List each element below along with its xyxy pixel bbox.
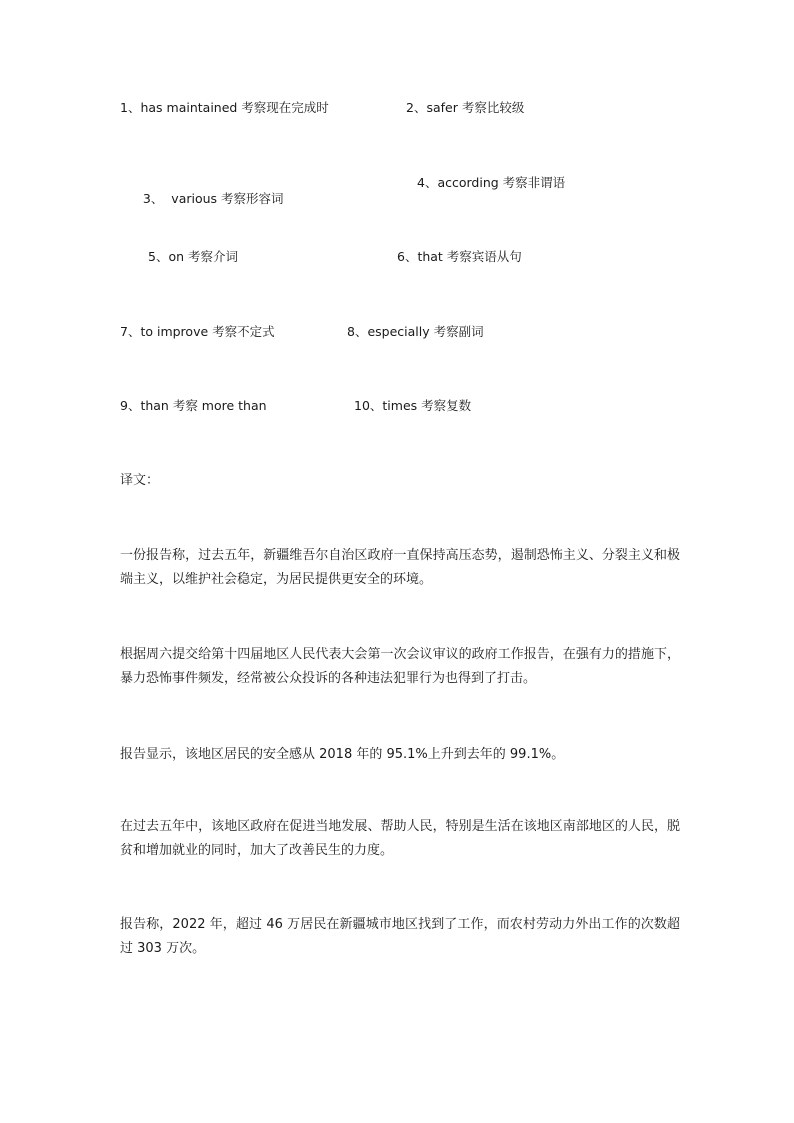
- translation-heading: 译文：: [120, 473, 160, 488]
- answer-item-2: [406, 100, 524, 116]
- answer-item-4: [417, 175, 565, 191]
- answer-number: 2、: [406, 100, 427, 115]
- answer-text: especially 考察副词: [367, 324, 484, 339]
- answer-number: 5、: [148, 249, 169, 264]
- answer-number: 3、: [142, 191, 164, 206]
- answer-text: times 考察复数: [382, 398, 472, 413]
- answer-item-6: [397, 249, 522, 265]
- answer-number: 4、: [417, 175, 438, 190]
- answer-item-7: [120, 324, 275, 340]
- answer-text: that 考察宾语从句: [417, 249, 522, 264]
- answer-text: safer 考察比较级: [426, 100, 525, 115]
- answer-text: according 考察非谓语: [437, 175, 566, 190]
- answer-number: 10、: [354, 398, 383, 413]
- answer-text: to improve 考察不定式: [140, 324, 275, 339]
- answer-text: various 考察形容词: [163, 191, 284, 206]
- answer-number: 1、: [120, 100, 141, 115]
- answer-number: 9、: [120, 398, 141, 413]
- translation-paragraph-3: 报告显示，该地区居民的安全感从 2018 年的 95.1%上升到去年的 99.1%。: [120, 747, 565, 762]
- answer-item-3: [127, 175, 284, 223]
- answer-item-9: [120, 398, 267, 414]
- answer-number: 7、: [120, 324, 141, 339]
- translation-paragraph-2: 根据周六提交给第十四届地区人民代表大会第一次会议审议的政府工作报告，在强有力的措施下，暴力恐怖事件频发，经常被公众投诉的各种违法犯罪行为也得到了打击。: [120, 647, 680, 686]
- answer-text: has maintained 考察现在完成时: [140, 100, 329, 115]
- answer-number: 8、: [347, 324, 368, 339]
- answer-text: on 考察介词: [168, 249, 238, 264]
- translation-paragraph-4: 在过去五年中，该地区政府在促进当地发展、帮助人民，特别是生活在该地区南部地区的人民，脱贫和增加就业的同时，加大了改善民生的力度。: [120, 819, 680, 858]
- answer-item-10: [354, 398, 471, 414]
- answer-text: than 考察 more than: [140, 398, 267, 413]
- answer-item-8: [347, 324, 484, 340]
- answer-item-1: [120, 100, 329, 116]
- translation-paragraph-1: 一份报告称，过去五年，新疆维吾尔自治区政府一直保持高压态势，遏制恐怖主义、分裂主义和极端主义，以维护社会稳定，为居民提供更安全的环境。: [120, 548, 680, 587]
- translation-paragraph-5: 报告称，2022 年，超过 46 万居民在新疆城市地区找到了工作，而农村劳动力外出工作的次数超过 303 万次。: [120, 917, 680, 956]
- answer-item-5: [148, 249, 238, 265]
- answer-number: 6、: [397, 249, 418, 264]
